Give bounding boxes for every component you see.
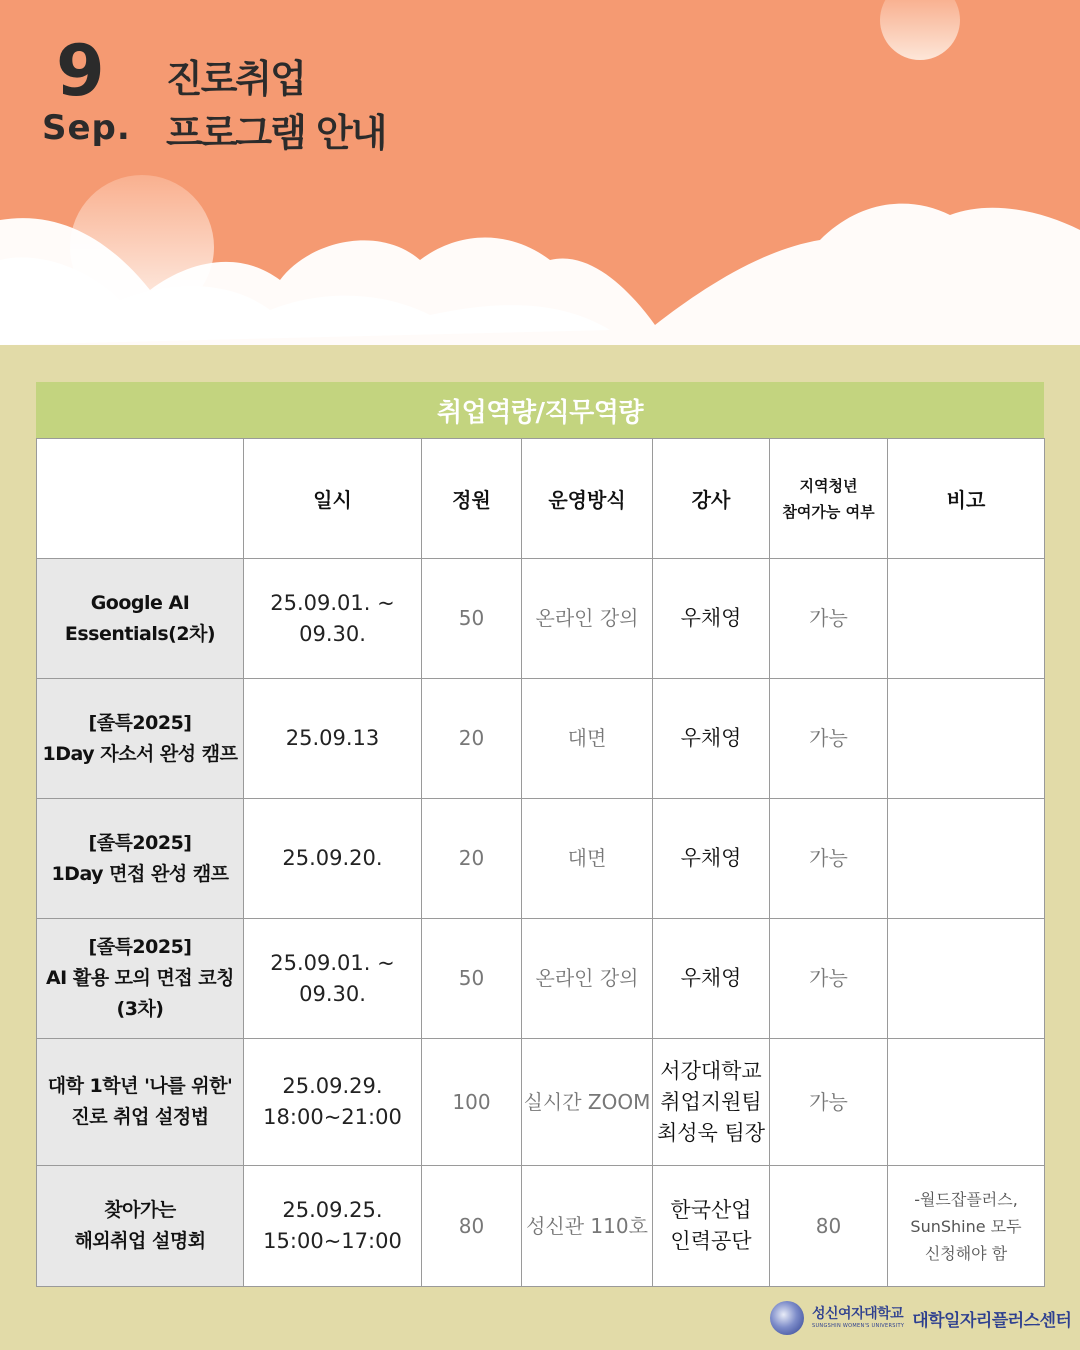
cell-method: 실시간 ZOOM xyxy=(522,1039,653,1166)
cell-instructor: 우채영 xyxy=(653,559,770,679)
cell-date: 25.09.29. 18:00~21:00 xyxy=(244,1039,422,1166)
cell-date: 25.09.01. ~ 09.30. xyxy=(244,559,422,679)
cell-method: 온라인 강의 xyxy=(522,919,653,1039)
cell-date: 25.09.20. xyxy=(244,799,422,919)
cell-regional: 가능 xyxy=(770,1039,888,1166)
page-title-line1: 진로취업 xyxy=(166,57,305,101)
cell-note xyxy=(888,1039,1045,1166)
table-row xyxy=(37,679,1045,799)
cell-note: -월드잡플러스, SunShine 모두 신청해야 함 xyxy=(888,1166,1045,1287)
column-header-corner xyxy=(37,439,244,559)
hero-banner xyxy=(0,0,1080,345)
column-header-regional: 지역청년 참여가능 여부 xyxy=(770,439,888,559)
cell-note xyxy=(888,799,1045,919)
cell-program: Google AI Essentials(2차) xyxy=(37,559,244,679)
month-abbreviation: Sep. xyxy=(42,108,131,148)
cell-note xyxy=(888,559,1045,679)
table-header-row xyxy=(37,439,1045,559)
section-title: 취업역량/직무역량 xyxy=(36,382,1044,438)
cell-regional: 가능 xyxy=(770,799,888,919)
column-header-instructor: 강사 xyxy=(653,439,770,559)
university-logo-icon xyxy=(770,1301,804,1335)
cell-instructor: 우채영 xyxy=(653,799,770,919)
table-body xyxy=(37,559,1045,1287)
cell-date: 25.09.25. 15:00~17:00 xyxy=(244,1166,422,1287)
university-name xyxy=(812,1306,904,1330)
cell-instructor: 한국산업 인력공단 xyxy=(653,1166,770,1287)
column-header-date: 일시 xyxy=(244,439,422,559)
table-row xyxy=(37,1166,1045,1287)
column-header-note: 비고 xyxy=(888,439,1045,559)
column-header-method: 운영방식 xyxy=(522,439,653,559)
university-name-en: SUNGSHIN WOMEN'S UNIVERSITY xyxy=(812,1323,905,1329)
cell-note xyxy=(888,679,1045,799)
cell-instructor: 서강대학교 취업지원팀 최성욱 팀장 xyxy=(653,1039,770,1166)
cell-capacity: 20 xyxy=(422,799,522,919)
program-table-section xyxy=(36,382,1044,1287)
cell-method: 대면 xyxy=(522,679,653,799)
cell-date: 25.09.01. ~ 09.30. xyxy=(244,919,422,1039)
cell-instructor: 우채영 xyxy=(653,919,770,1039)
university-name-ko: 성신여자대학교 xyxy=(812,1306,904,1322)
footer-brand xyxy=(770,1300,1071,1336)
program-table xyxy=(36,438,1045,1287)
table-row xyxy=(37,559,1045,679)
cell-program: [졸특2025] 1Day 자소서 완성 캠프 xyxy=(37,679,244,799)
sun-top-right xyxy=(880,0,960,60)
cell-program: [졸특2025] AI 활용 모의 면접 코칭 (3차) xyxy=(37,919,244,1039)
center-name: 대학일자리플러스센터 xyxy=(912,1310,1072,1331)
cell-note xyxy=(888,919,1045,1039)
cell-regional: 가능 xyxy=(770,559,888,679)
cell-instructor: 우채영 xyxy=(653,679,770,799)
column-header-capacity: 정원 xyxy=(422,439,522,559)
cell-capacity: 80 xyxy=(422,1166,522,1287)
table-row xyxy=(37,799,1045,919)
table-row xyxy=(37,1039,1045,1166)
cell-program: [졸특2025] 1Day 면접 완성 캠프 xyxy=(37,799,244,919)
cell-capacity: 50 xyxy=(422,919,522,1039)
cloud-decoration xyxy=(0,0,1080,345)
cell-regional: 가능 xyxy=(770,919,888,1039)
cell-program: 찾아가는 해외취업 설명회 xyxy=(37,1166,244,1287)
cell-program: 대학 1학년 '나를 위한' 진로 취업 설정법 xyxy=(37,1039,244,1166)
table-row xyxy=(37,919,1045,1039)
cell-regional: 80 xyxy=(770,1166,888,1287)
cell-capacity: 100 xyxy=(422,1039,522,1166)
cell-method: 온라인 강의 xyxy=(522,559,653,679)
month-number: 9 xyxy=(56,30,105,112)
cell-method: 대면 xyxy=(522,799,653,919)
cell-regional: 가능 xyxy=(770,679,888,799)
page-title-line2: 프로그램 안내 xyxy=(166,111,386,155)
cell-capacity: 50 xyxy=(422,559,522,679)
cell-date: 25.09.13 xyxy=(244,679,422,799)
cell-capacity: 20 xyxy=(422,679,522,799)
cell-method: 성신관 110호 xyxy=(522,1166,653,1287)
